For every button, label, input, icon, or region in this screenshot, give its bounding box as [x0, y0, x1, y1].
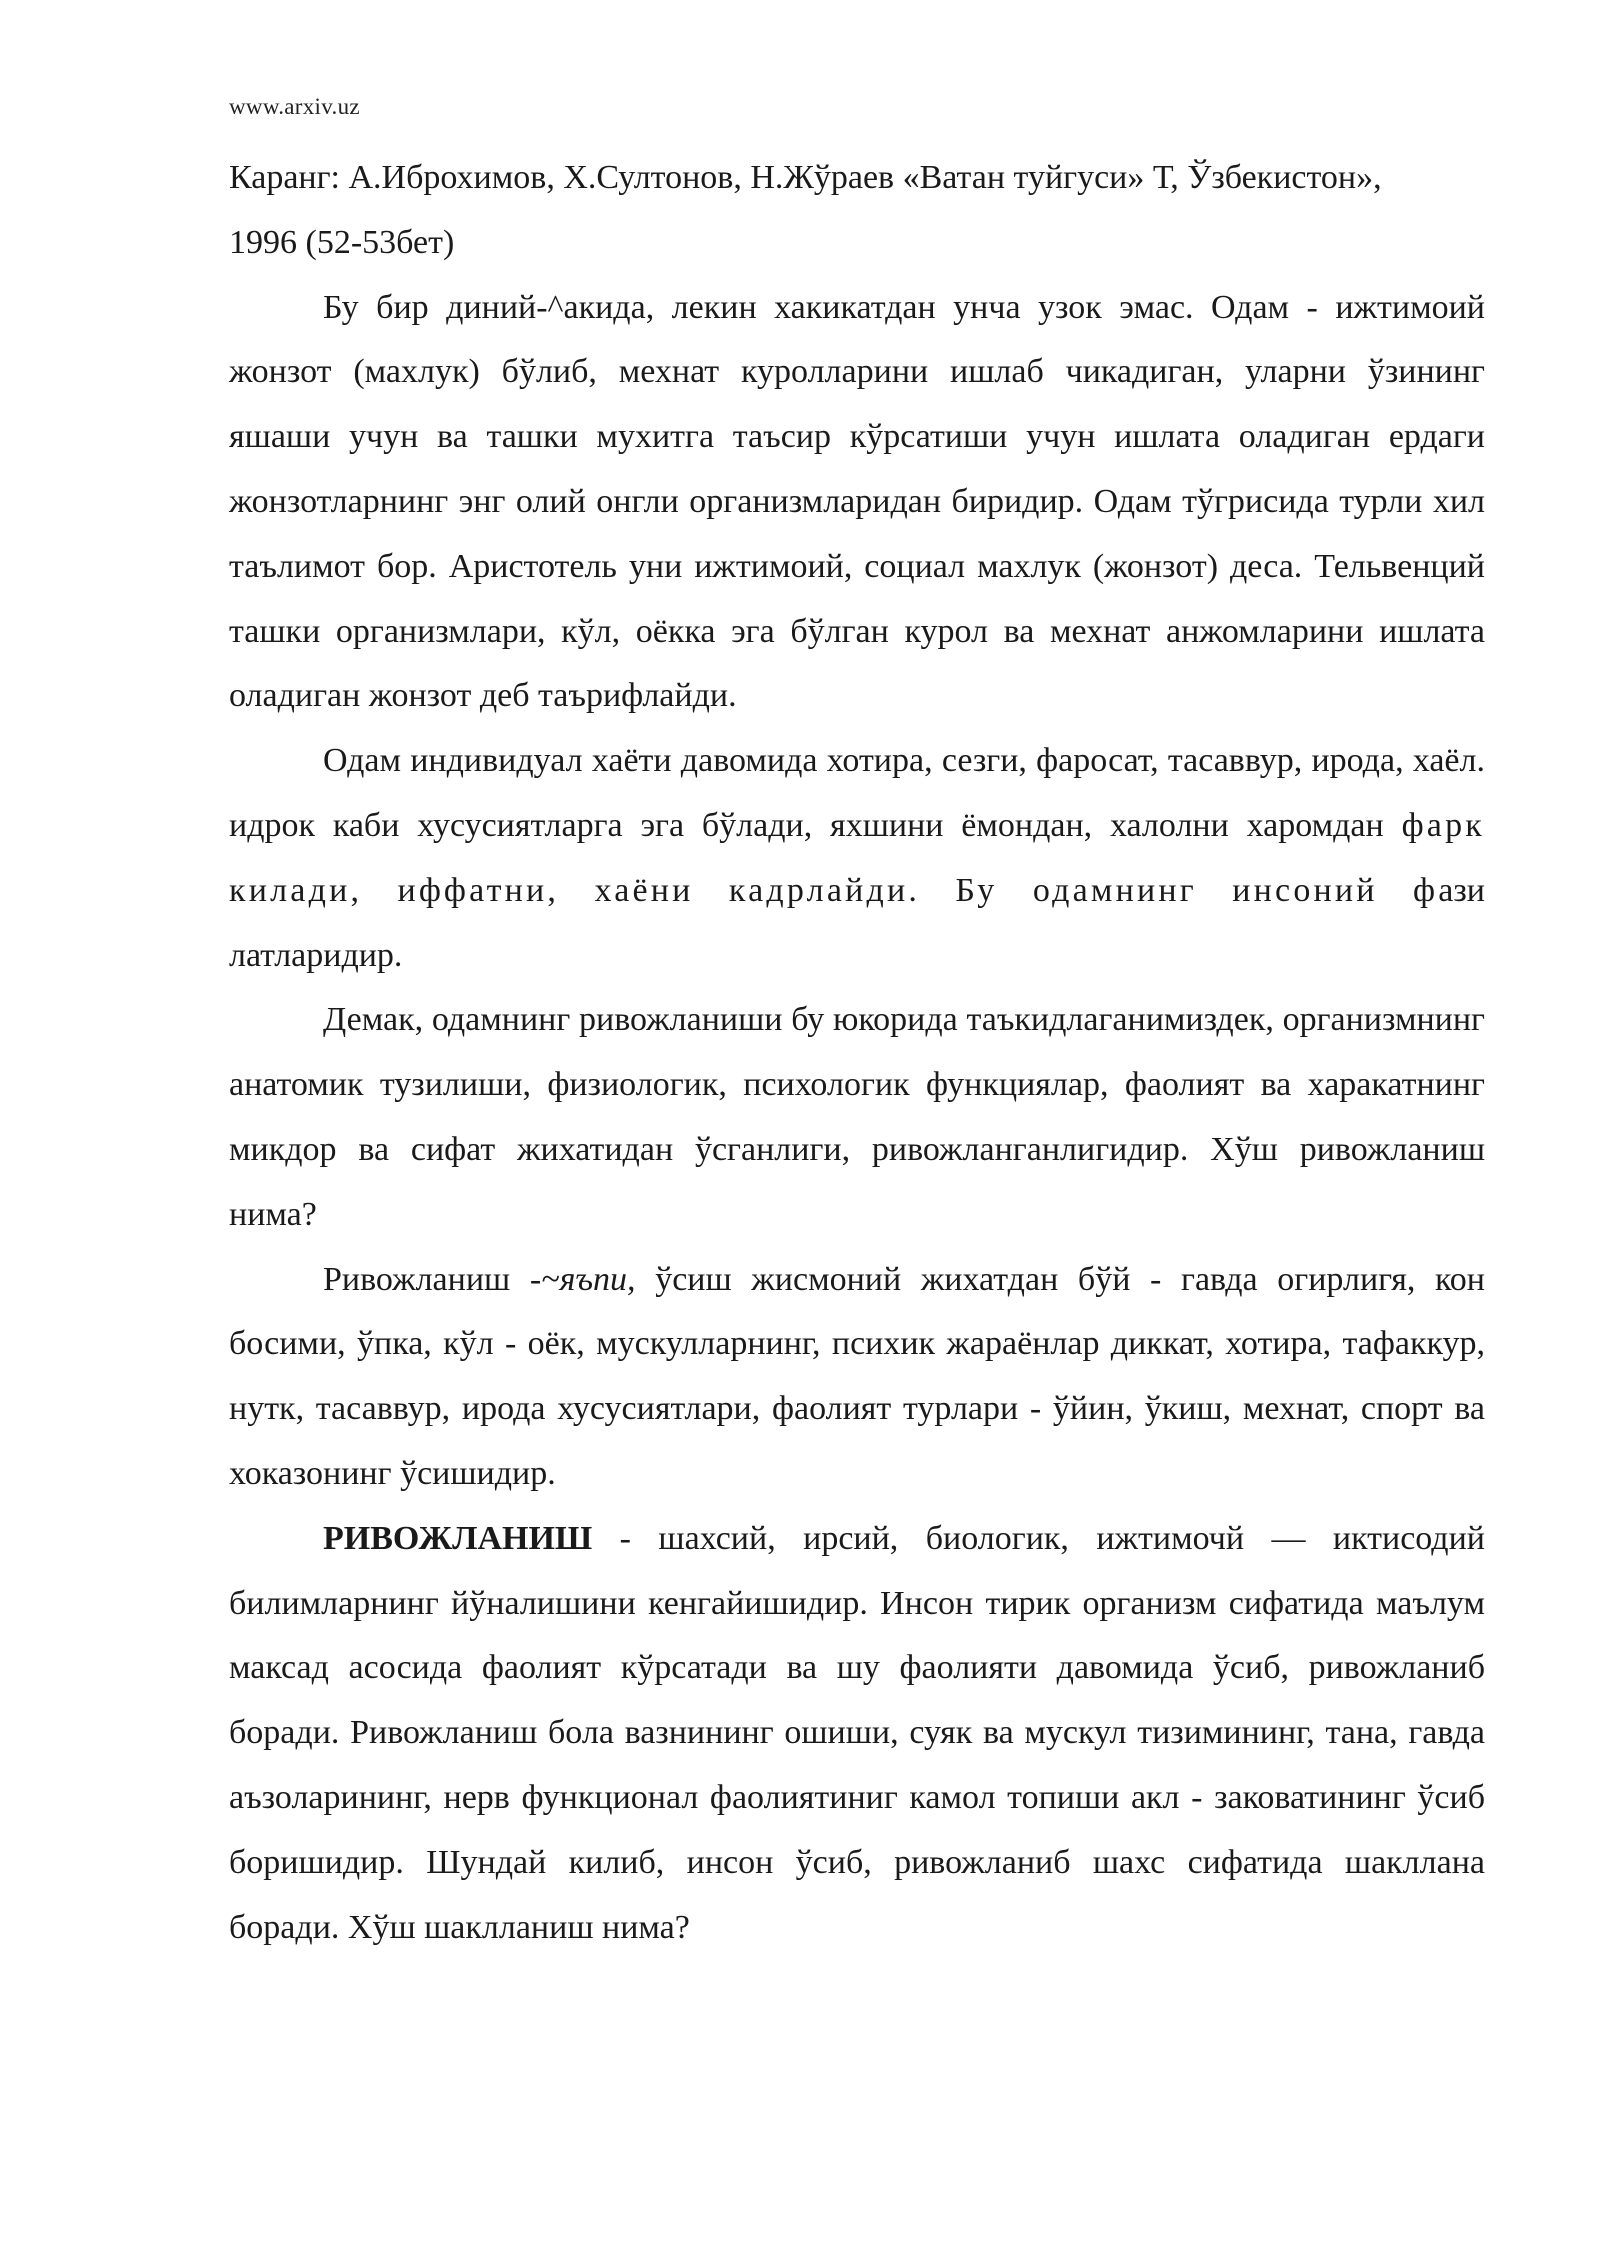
reference-line-2: 1996 (52-53бет)	[229, 223, 455, 261]
reference-line-1: Каранг: А.Иброхимов, Х.Султонов, Н.Жўраев «Ватан туйгуси» Т, Ўзбекистон»,	[229, 159, 1382, 196]
reference-paragraph	[229, 146, 1485, 276]
site-url-header: www.arxiv.uz	[229, 94, 360, 119]
paragraph-2-part-b: фарк килади, иффатни, хаёни кадрлайди. Бу одамнинг инсоний ф	[229, 806, 1486, 909]
paragraph-4-part-a: Ривожланиш -	[323, 1260, 542, 1298]
paragraph-5-body: - шахсий, ирсий, биологик, ижтимочй — иктисодий билимларнинг йўналишини кенгайишидир. Инсон тирик организм сифатида маълум максад асосида фаолият кўрсатади ва шу фаолияти давомида ўсиб, ривожланиб боради. Ривожланиш бола вазнининг ошиши, суяк ва мускул тизимининг, тана, гавда аъзоларининг, нерв функционал фаолиятиниг камол топиши акл - заковатининг ўсиб боришидир. Шундай килиб, инсон ўсиб, ривожланиб шахс сифатида шакллана боради. Хўш шаклланиш нима?	[229, 1519, 1485, 1946]
paragraph-4-italic: ~яъпи,	[541, 1260, 636, 1298]
paragraph-3: Демак, одамнинг ривожланиши бу юкорида таъкидлаганимиздек, организмнинг анатомик тузилиши, физиологик, психологик функциялар, фаолият ва харакатнинг микдор ва сифат жихатидан ўсганлиги, ривожланганлигидир. Хўш ривожланиш нима?	[229, 1001, 1485, 1233]
paragraph-4	[229, 1248, 1485, 1507]
paragraph-5	[229, 1507, 1485, 1961]
paragraph-4-part-c: ўсиш жисмоний жихатдан бўй - гавда огирлигя, кон босими, ўпка, кўл - оёк, мускулларнинг, психик жараёнлар диккат, хотира, тафаккур, нутк, тасаввур, ирода хусусиятлари, фаолият турлари - ўйин, ўкиш, мехнат, спорт ва хоказонинг ўсишидир.	[229, 1260, 1486, 1492]
document-body	[229, 146, 1485, 1960]
paragraph-5-heading-term: РИВОЖЛАНИШ	[323, 1519, 593, 1557]
paragraph-1: Бу бир диний-^акида, лекин хакикатдан унча узок эмас. Одам - ижтимоий жонзот (махлук) бўлиб, мехнат куролларини ишлаб чикадиган, уларни ўзининг яшаши учун ва ташки мухитга таъсир кўрсатиши учун ишлата оладиган ердаги жонзотларнинг энг олий онгли организмларидан биридир. Одам тўгрисида турли хил таълимот бор. Аристотель уни ижтимоий, социал махлук (жонзот) деса. Тельвенций ташки организмлари, кўл, оёкка эга бўлган курол ва мехнат анжомларини ишлата оладиган жонзот деб таърифлайди.	[229, 288, 1485, 715]
paragraph-2-part-a: Одам индивидуал хаёти давомида хотира, сезги, фаросат, тасаввур, ирода, хаёл. идрок каби хусусиятларга эга бўлади, яхшини ёмондан, халолни харомдан	[229, 742, 1485, 844]
paragraph-2-part-c: ази латларидир.	[229, 871, 1485, 974]
paragraph-2	[229, 729, 1485, 988]
